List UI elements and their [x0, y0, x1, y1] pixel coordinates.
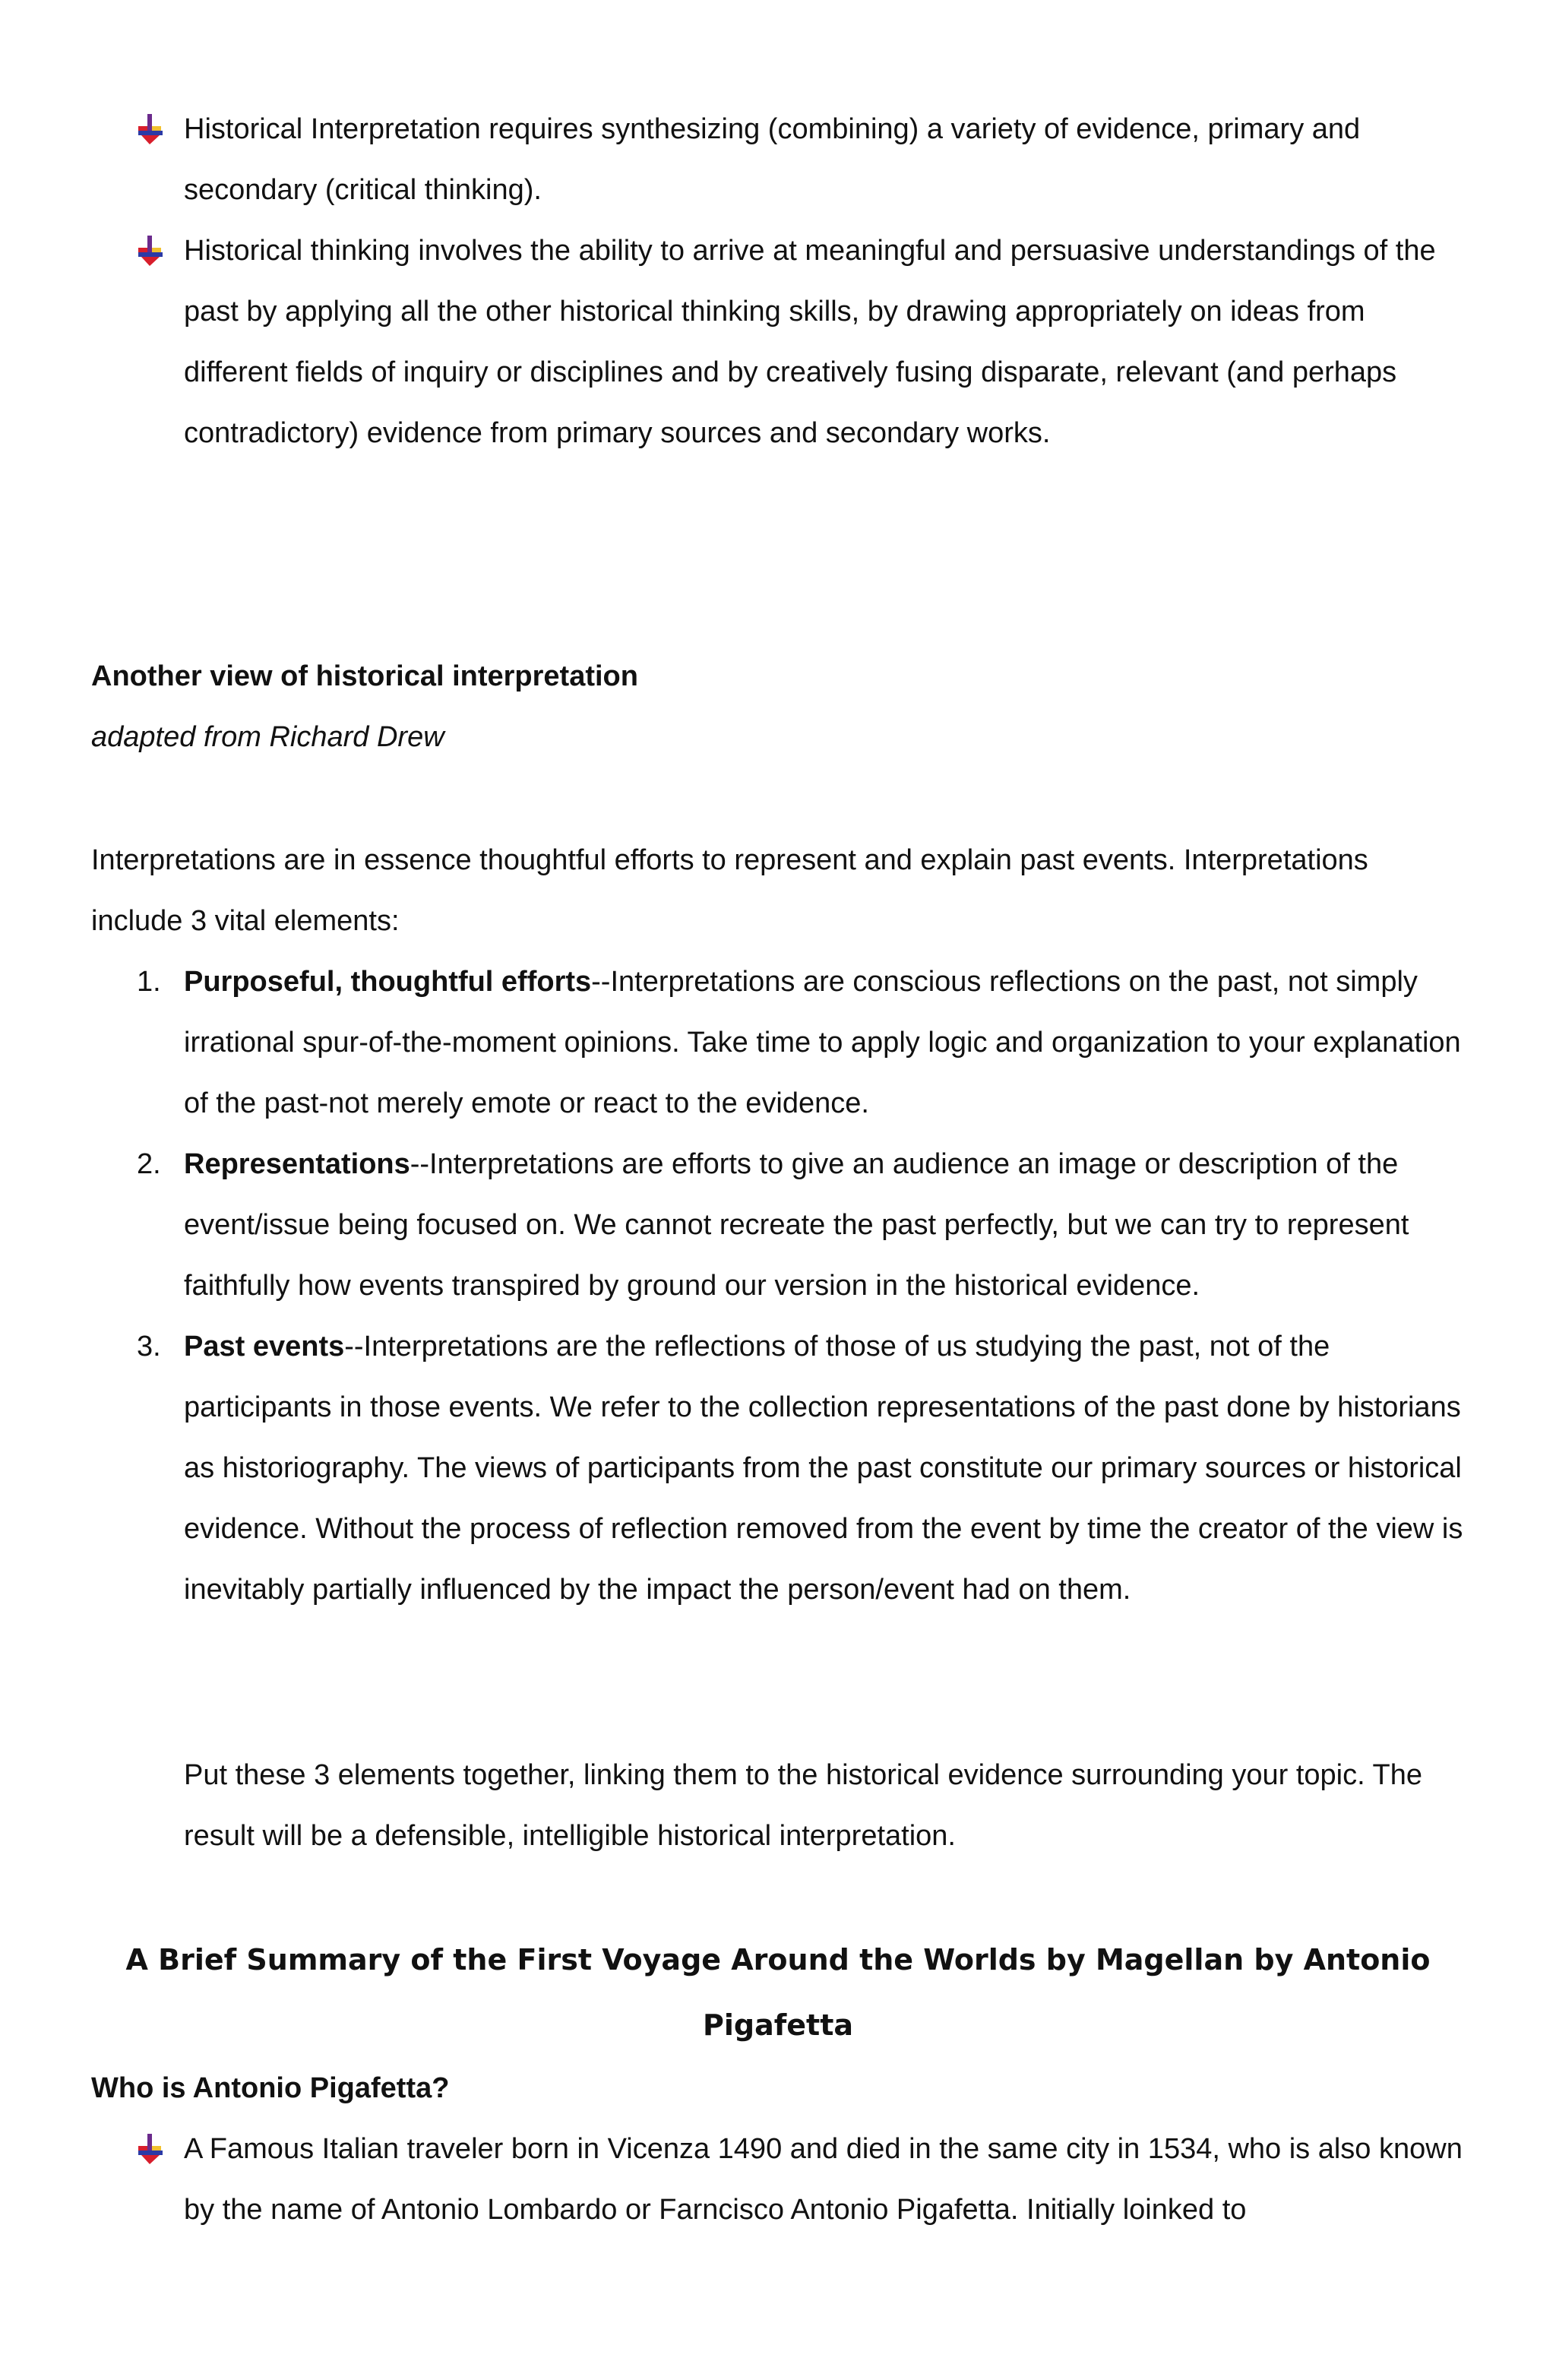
- list-item: [137, 1316, 1474, 1620]
- element-term: Purposeful, thoughtful efforts: [184, 966, 592, 998]
- list-number: 1.: [137, 966, 161, 998]
- arrow-bullet-icon: [137, 236, 164, 266]
- summary-title: A Brief Summary of the First Voyage Around the Worlds by Magellan by Antonio Pigafetta: [125, 1943, 1431, 2042]
- bullet-item: [137, 2119, 1474, 2240]
- bullet-text: Historical thinking involves the ability to arrive at meaningful and persuasive understandings of the past by applying all the other historical thinking skills, by drawing appropriately on ideas from different fields of inquiry or disciplines and by creatively fusing disparate, relevant (and perhaps contradictory) evidence from primary sources and secondary works.: [184, 235, 1436, 449]
- elements-list: [137, 951, 1474, 1620]
- arrow-bullet-icon: [137, 2134, 164, 2164]
- element-text: --Interpretations are the reflections of those of us studying the past, not of the participants in those events. We refer to the collection representations of the past done by historians as historiography. The views of participants from the past constitute our primary sources or historical evidence. Without the process of reflection removed from the event by time the creator of the view is inevitably partially influenced by the impact the person/event had on them.: [184, 1331, 1463, 1606]
- bullet-text: Historical Interpretation requires synthesizing (combining) a variety of evidence, primary and secondary (critical thinking).: [184, 113, 1361, 206]
- intro-paragraph: Interpretations are in essence thoughtful efforts to represent and explain past events. Interpretations include 3 vital elements:: [91, 844, 1368, 937]
- element-term: Representations: [184, 1148, 410, 1180]
- element-text: --Interpretations are efforts to give an audience an image or description of the event/issue being focused on. We cannot recreate the past perfectly, but we can try to represent faithfully how events transpired by ground our version in the historical evidence.: [184, 1148, 1409, 1302]
- element-term: Past events: [184, 1331, 345, 1362]
- bullet-list-summary: [137, 2119, 1474, 2240]
- arrow-bullet-icon: [137, 114, 164, 144]
- list-number: 3.: [137, 1331, 161, 1362]
- who-heading: Who is Antonio Pigafetta?: [91, 2072, 450, 2104]
- list-item: [137, 951, 1474, 1134]
- section-subtitle: adapted from Richard Drew: [91, 721, 444, 753]
- list-item: [137, 1134, 1474, 1316]
- closing-paragraph: Put these 3 elements together, linking them to the historical evidence surrounding your topic. The result will be a defensible, intelligible historical interpretation.: [184, 1759, 1423, 1852]
- bullet-item: [137, 99, 1474, 220]
- bullet-item: [137, 220, 1474, 464]
- section-heading: Another view of historical interpretation: [91, 660, 638, 692]
- element-text: --Interpretations are conscious reflections on the past, not simply irrational spur-of-the-moment opinions. Take time to apply logic and organization to your explanation of the past-not merely emote or react to the evidence.: [184, 966, 1461, 1119]
- bullet-list-top: [137, 99, 1474, 464]
- bullet-text: A Famous Italian traveler born in Vicenza 1490 and died in the same city in 1534, who is also known by the name of Antonio Lombardo or Farncisco Antonio Pigafetta. Initially loinked to: [184, 2133, 1463, 2226]
- list-number: 2.: [137, 1148, 161, 1180]
